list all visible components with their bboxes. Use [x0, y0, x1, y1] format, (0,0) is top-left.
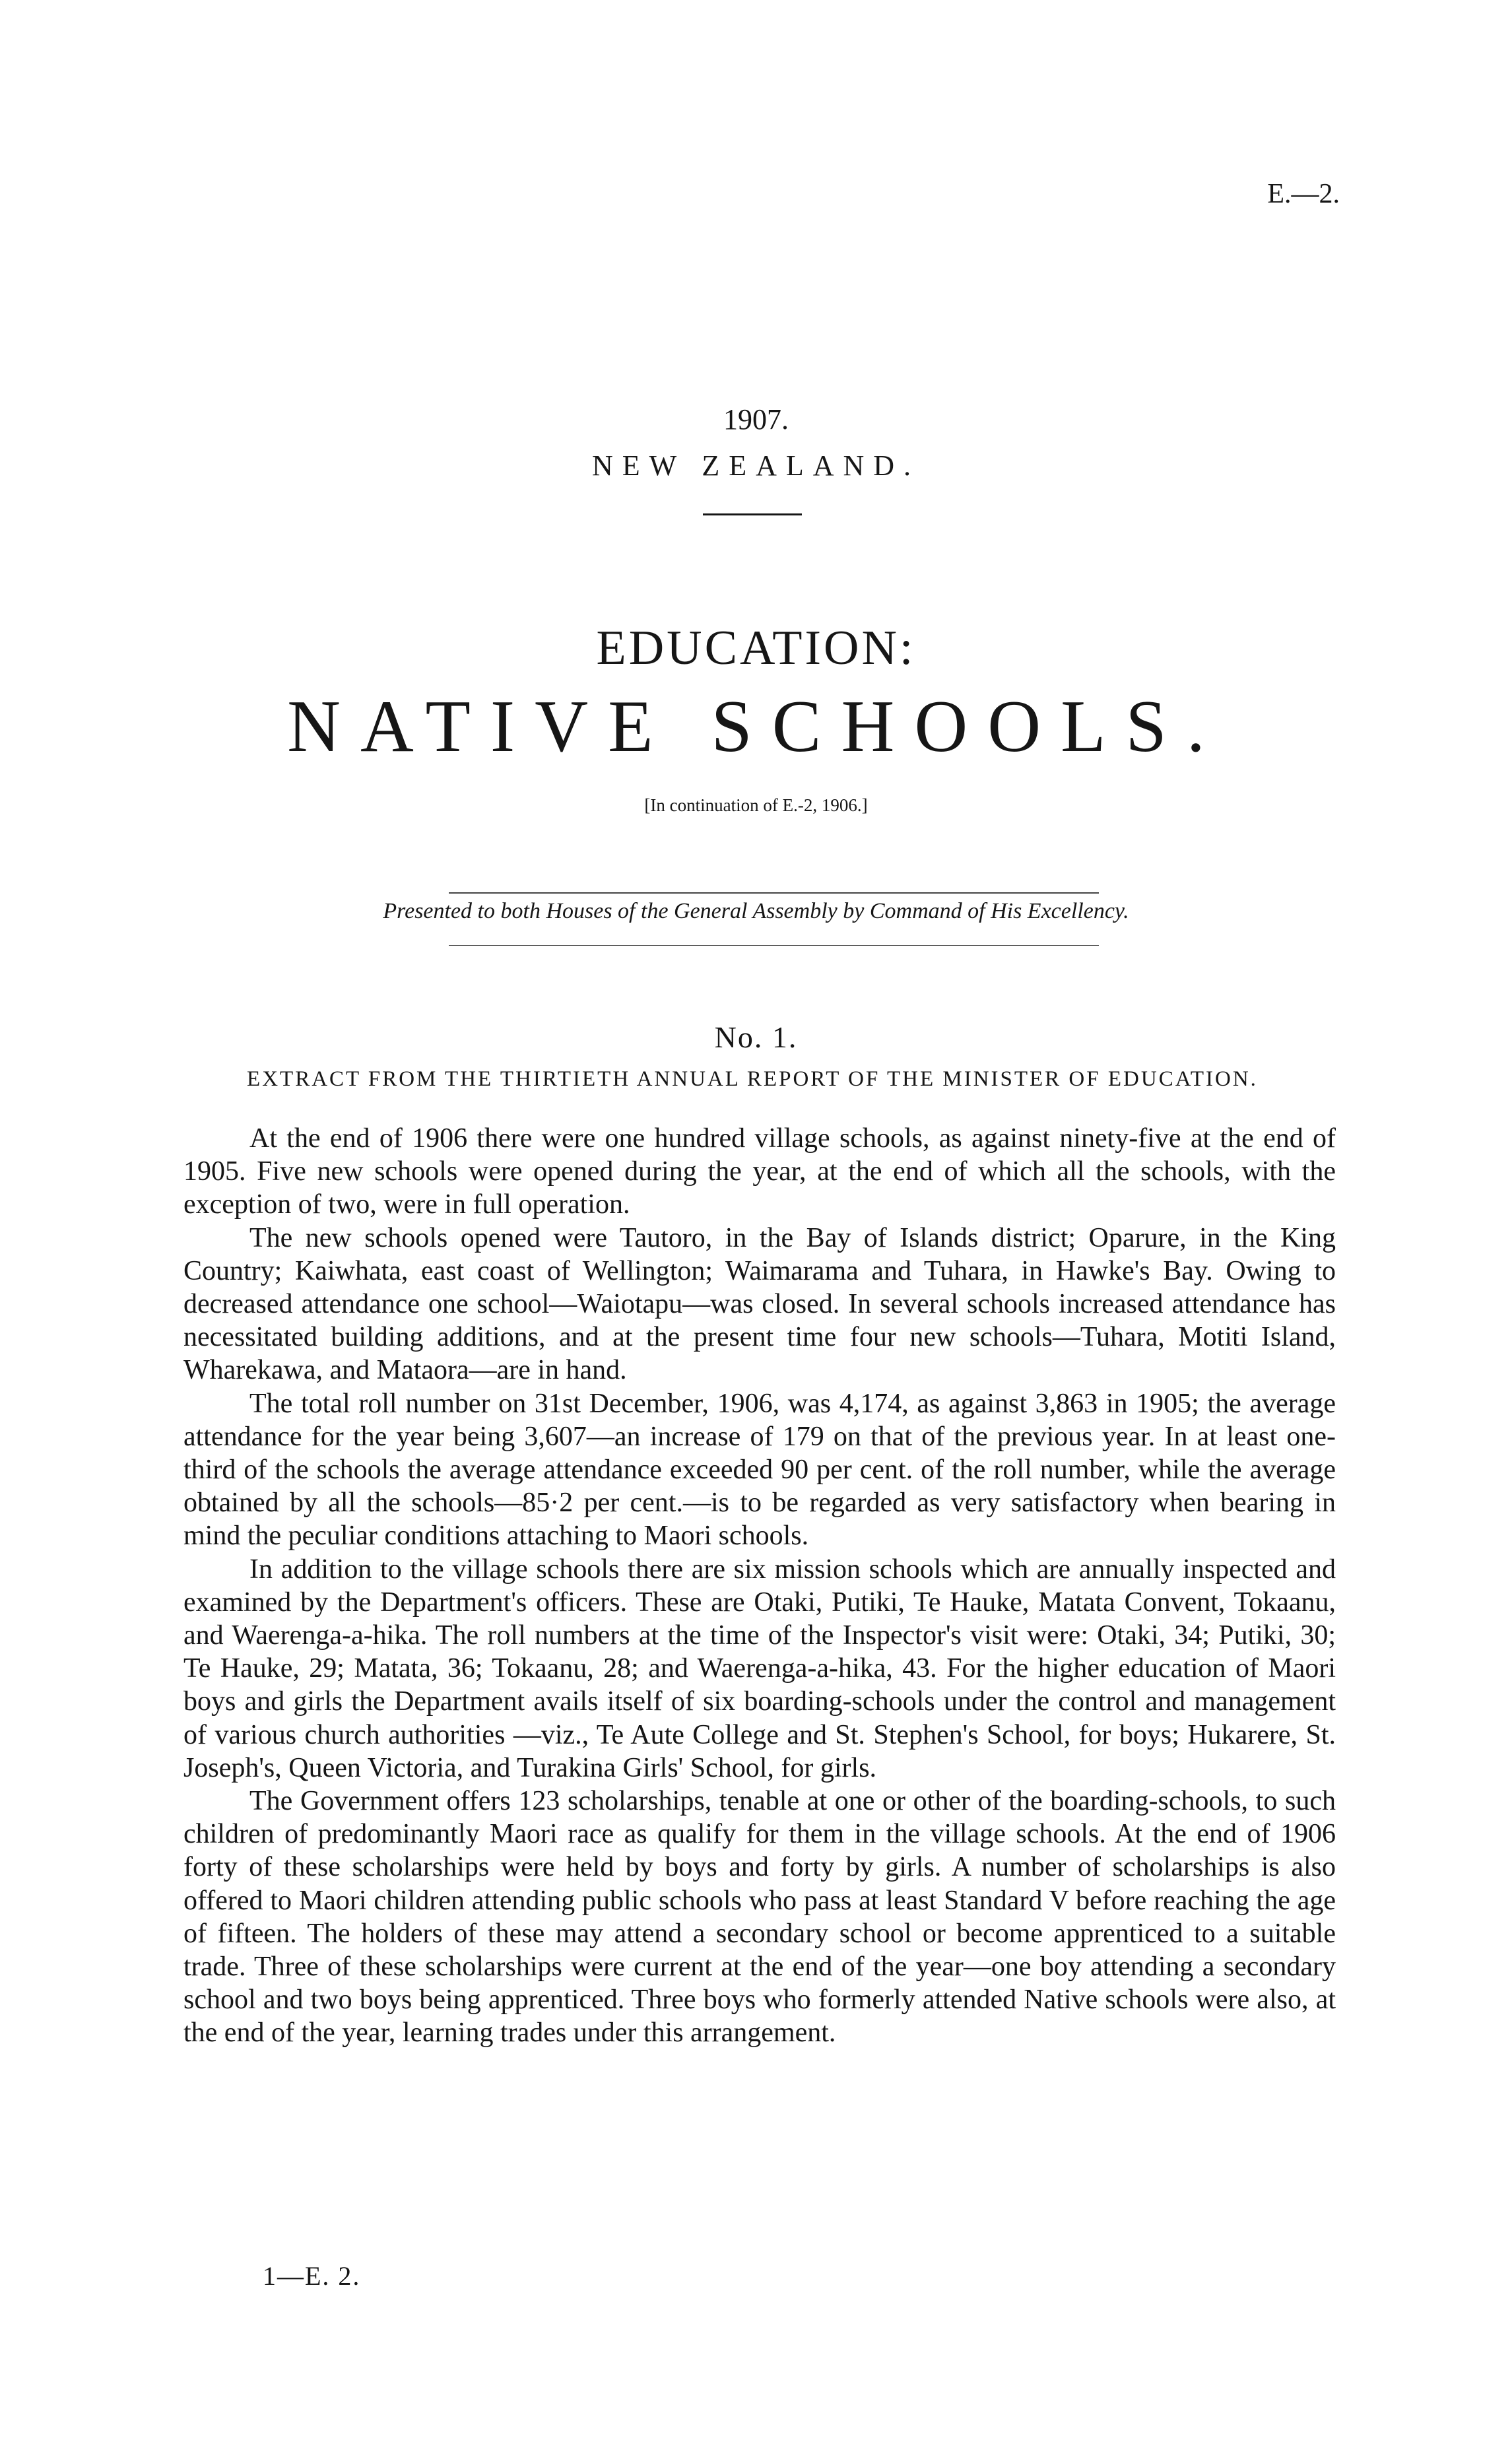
paragraph: In addition to the village schools there are six mission schools which are annually inspected and examined by the Department's officers. These are Otaki, Putiki, Te Hauke, Matata Convent, Tokaanu, and Waerenga-a-hika. The roll numbers at the time of the Inspector's visit were: Otaki, 34; Putiki, 30; Te Hauke, 29; Matata, 36; Tokaanu, 28; and Waerenga-a-hika, 43. For the higher education of Maori boys and girls the Department avails itself of six boarding-schools under the control and management of various church authorities —viz., Te Aute College and St. Stephen's School, for boys; Hukarere, St. Joseph's, Queen Victoria, and Turakina Girls' School, for girls.	[183, 1554, 1336, 1783]
document-reference: E.—2.	[1267, 179, 1340, 209]
presented-line: Presented to both Houses of the General Assembly by Command of His Excellency.	[383, 899, 1129, 923]
section-heading: EXTRACT FROM THE THIRTIETH ANNUAL REPORT OF THE MINISTER OF EDUCATION.	[247, 1067, 1258, 1091]
country-heading: NEW ZEALAND.	[591, 449, 921, 482]
report-subtitle: NATIVE SCHOOLS.	[287, 686, 1225, 768]
paragraph: The new schools opened were Tautoro, in the Bay of Islands district; Oparure, in the King Country; Kaiwhata, east coast of Wellington; Waimarama and Tuhara, in Hawke's Bay. Owing to decreased attendance one school—Waiotapu—was closed. In several schools increased attendance has necessitated building additions, and at the present time four new schools—Tuhara, Motiti Island, Wharekawa, and Mataora—are in hand.	[183, 1222, 1336, 1386]
paragraph: The total roll number on 31st December, 1906, was 4,174, as against 3,863 in 1905; the average attendance for the year being 3,607—an increase of 179 on that of the previous year. In at least one-third of the schools the average attendance exceeded 90 per cent. of the roll number, while the average obtained by all the schools—85·2 per cent.—is to be regarded as very satisfactory when bearing in mind the peculiar conditions attaching to Maori schools.	[183, 1388, 1336, 1552]
continuation-note: [In continuation of E.-2, 1906.]	[644, 795, 868, 815]
presented-bottom-rule	[449, 945, 1099, 946]
report-title: EDUCATION:	[596, 621, 916, 675]
publication-year: 1907.	[723, 403, 789, 436]
report-body	[183, 1122, 1336, 2050]
paragraph: The Government offers 123 scholarships, tenable at one or other of the boarding-schools, to such children of predominantly Maori race as qualify for them in the village schools. At the end of 1906 forty of these scholarships were held by boys and forty by girls. A number of scholarships is also offered to Maori children attending public schools who pass at least Standard V before reaching the age of fifteen. The holders of these may attend a secondary school or become apprenticed to a suitable trade. Three of these scholarships were current at the end of the year—one boy attending a secondary school and two boys being apprenticed. Three boys who formerly attended Native schools were also, at the end of the year, learning trades under this arrangement.	[183, 1786, 1336, 2049]
short-divider	[703, 513, 802, 515]
paragraph: At the end of 1906 there were one hundred village schools, as against ninety-five at the end of 1905. Five new schools were opened during the year, at the end of which all the schools, with the exception of two, were in full operation.	[183, 1123, 1336, 1220]
presented-top-rule	[449, 892, 1099, 894]
section-number: No. 1.	[714, 1020, 798, 1054]
signature-mark: 1—E. 2.	[263, 2261, 361, 2291]
